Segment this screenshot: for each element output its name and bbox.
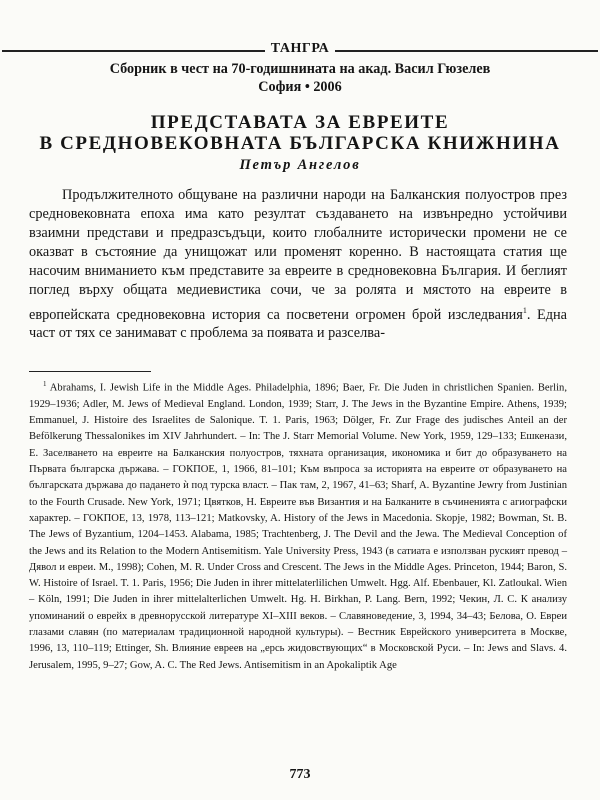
article-title-line-2: В СРЕДНОВЕКОВНАТА БЪЛГАРСКА КНИЖНИНА (39, 133, 561, 154)
page-number: 773 (289, 767, 311, 782)
body-paragraph (29, 186, 567, 344)
footnote-reference: 1 (522, 305, 527, 315)
footnote-paragraph (29, 376, 567, 674)
place-year: София • 2006 (258, 79, 342, 95)
footnote-number: 1 (43, 380, 47, 388)
article-author: Петър Ангелов (239, 157, 361, 173)
footnote-text: Abrahams, I. Jewish Life in the Middle Ages. Philadelphia, 1896; Baer, Fr. Die Juden in christlichen Spanien. Berlin, 1929–1936; Adler, M. Jews of Medieval England. London, 1939; Starr, J. The Jews in the Byzantine Empire. Athens, 1939; Emmanuel, J. Histoire des Israelites de Salonique. T. 1. Paris, 1963; Dölger, Fr. Zur Frage des judisches Anteil an der Befölkerung Thessalonikes im XIV Jahrhundert. – In: The J. Starr Memorial Volume. New York, 1959, 129–133; Ешкенази, Е. Заселването на евреите на Балканския полуостров, тяхната организация, икономика и бит до образуването на Първата българска държава. – ГОКПОЕ, 1, 1966, 81–101; Към въпроса за историята на евреите от образуването на българската държава до падането ѝ под турска власт. – Пак там, 2, 1967, 41–63; Sharf, A. Byzantine Jewry from Justinian to the Fourth Crusade. New York, 1971; Цвятков, Н. Евреите във Византия и на Балканите в съчиненията с агиографски характер. – ГОКПОЕ, 13, 1978, 113–121; Matkovsky, A. History of the Jews in Macedonia. Skopje, 1982; Bowman, St. B. The Jews of Byzantium, 1204–1453. Alabama, 1985; Trachtenberg, J. The Devil and the Jewa. The Medieval Conception of the Jews and its Relation to the Modern Antisemitism. Yale University Press, 1943 (в сатиата е използван руският превод – Дявол и евреи. М., 1998); Cohen, M. R. Under Cross and Crescent. The Jews in the Middle Ages. Princeton, 1944; Baron, S. W. Histoire of Israel. T. 1. Paris, 1956; Die Juden in ihrer mittelaterlilichen Umwelt. Hgg. Alf. Ebenbauer, Kl. Zatloukal. Wien – Köln, 1991; Die Juden in ihrer mittelalterlichen Umwelt. Hg. H. Birkhan, P. Lang. Bern, 1992; Чекин, Л. С. К анализу упоминаний о еврейх в древнорусской литературе XI–XIII веков. – Славяноведение, 3, 1994, 34–43; Белова, О. Евреи глазами славян (по материалам традиционной народной культуры). – Вестник Еврейского университета в Москве, 1996, 13, 110–119; Ettinger, Sh. Влияние евреев на „ерсь жидовствующих“ в Московской Руси. – In: Jews and Slavs. 4. Jerusalem, 1995, 9–27; Gow, A. C. The Red Jews. Antisemitism in an Apokaliptik Age (29, 382, 567, 671)
body-paragraph-tail: . Една част от тях се занимават с проблема за появата и разселва- (29, 306, 568, 342)
footnote (29, 376, 567, 674)
body-text (29, 186, 567, 344)
footnote-rule (29, 371, 151, 372)
article-title (0, 112, 600, 154)
journal-title (0, 41, 600, 57)
article-title-line-1: ПРЕДСТАВАТА ЗА ЕВРЕИТЕ (150, 112, 450, 133)
collection-title: Сборник в чест на 70-годишнината на акад. Васил Гюзелев (109, 61, 491, 77)
journal-title-text: ТАНГРА (265, 41, 335, 56)
body-paragraph-text: Продължителното общуване на различни народи на Балканския полуостров през средновековната епоха има като резултат създаването на извънредно устойчиви взаимни представи и предразсъдъци, които глобалните исторически промени не се оказват в състояние да унищожат или променят коренно. В настоящата статия ще насочим вниманието към представите за евреите в средновековна България. И беглият поглед върху общата медиевистика сочи, че за ролята и мястото на евреите в европейската средновековна история са посветени огромен брой изследвания (29, 187, 567, 323)
